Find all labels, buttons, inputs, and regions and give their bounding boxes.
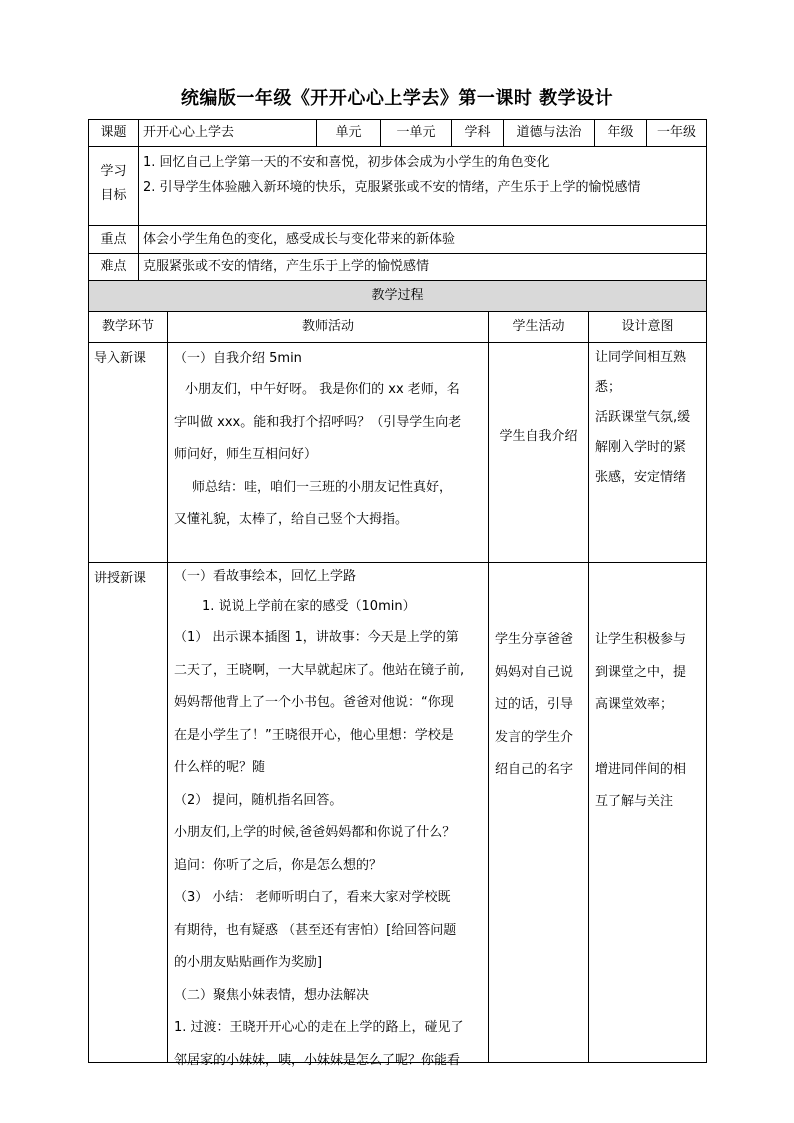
student-line: 学生分享爸爸 bbox=[495, 632, 574, 647]
goals-label-line2: 目标 bbox=[100, 188, 127, 203]
stage-intro: 导入新课 bbox=[94, 351, 147, 366]
teacher-line: 的小朋友贴贴画作为奖励] bbox=[174, 955, 323, 970]
teacher-line: 小朋友们,上学的时候,爸爸妈妈都和你说了什么？ bbox=[174, 825, 456, 840]
intent-line: 让学生积极参与 bbox=[595, 632, 687, 647]
student-line: 绍自己的名字 bbox=[495, 762, 574, 777]
difficulty-value: 克服紧张或不安的情绪，产生乐于上学的愉悦感情 bbox=[143, 259, 430, 274]
intent-line: 活跃课堂气氛,缓 bbox=[595, 410, 691, 425]
teacher-line: 什么样的呢？随 bbox=[174, 760, 266, 775]
teacher-line: （二）聚焦小妹表情，想办法解决 bbox=[174, 987, 370, 1003]
teacher-line: （3） 小结： 老师听明白了，看来大家对学校既 bbox=[174, 890, 451, 905]
unit-label: 单元 bbox=[335, 125, 362, 140]
column-header-teacher: 教师活动 bbox=[301, 319, 354, 334]
grade-label: 年级 bbox=[607, 125, 634, 140]
teacher-line: 又懂礼貌，太棒了，给自己竖个大拇指。 bbox=[174, 512, 409, 527]
intent-line: 到课堂之中，提 bbox=[595, 664, 687, 680]
intent-line: 张感，安定情绪 bbox=[595, 470, 687, 485]
subject-value: 道德与法治 bbox=[516, 125, 582, 140]
teacher-line: 追问：你听了之后，你是怎么想的？ bbox=[174, 857, 383, 873]
student-line: 过的话，引导 bbox=[495, 697, 574, 712]
unit-value: 一单元 bbox=[396, 125, 436, 140]
student-activity-intro: 学生自我介绍 bbox=[499, 429, 578, 444]
teacher-line: 师总结：哇，咱们一三班的小朋友记性真好， bbox=[192, 479, 453, 495]
teacher-activity-new-lesson bbox=[174, 562, 486, 1077]
teacher-line: 师问好，师生互相问好） bbox=[174, 447, 318, 462]
teacher-line: （一）自我介绍 5min bbox=[174, 351, 302, 366]
course-label: 课题 bbox=[100, 125, 127, 140]
teacher-line: 1. 过渡：王晓开开心心的走在上学的路上，碰见了 bbox=[174, 1020, 464, 1035]
student-line: 妈妈对自己说 bbox=[495, 664, 574, 680]
process-header: 教学过程 bbox=[371, 288, 424, 303]
teacher-line: 小朋友们，中午好呀。 我是你们的 xx 老师，名 bbox=[185, 382, 460, 397]
student-activity-new-lesson bbox=[495, 624, 587, 787]
document-title: 统编版一年级《开开心心上学去》第一课时 教学设计 bbox=[180, 88, 614, 109]
teacher-line: （2） 提问，随机指名回答。 bbox=[174, 792, 343, 808]
key-point-value: 体会小学生角色的变化，感受成长与变化带来的新体验 bbox=[143, 231, 456, 247]
teacher-line: 1. 说说上学前在家的感受（10min） bbox=[202, 599, 416, 614]
goals-label bbox=[89, 160, 138, 214]
teacher-line: 在是小学生了！”王晓很开心，他心里想：学校是 bbox=[174, 727, 454, 743]
column-header-stage: 教学环节 bbox=[101, 319, 154, 334]
column-header-student: 学生活动 bbox=[512, 319, 565, 334]
design-intent-intro bbox=[595, 343, 705, 493]
subject-label: 学科 bbox=[464, 125, 491, 140]
intent-line: 解刚入学时的紧 bbox=[595, 440, 687, 455]
teacher-line: 妈妈帮他背上了一个小书包。爸爸对他说：“你现 bbox=[174, 695, 454, 710]
goals-content bbox=[143, 150, 703, 200]
goal-item: 2. 引导学生体验融入新环境的快乐，克服紧张或不安的情绪，产生乐于上学的愉悦感情 bbox=[143, 180, 641, 195]
column-header-intent: 设计意图 bbox=[621, 319, 674, 334]
teacher-activity-intro bbox=[174, 344, 486, 537]
design-intent-new-lesson bbox=[595, 624, 705, 819]
intent-line: 增进同伴间的相 bbox=[595, 761, 687, 777]
teacher-line: 字叫做 xxx。能和我打个招呼吗？（引导学生向老 bbox=[174, 414, 462, 430]
teacher-line: 有期待，也有疑惑 （甚至还有害怕）[给回答问题 bbox=[174, 922, 457, 938]
student-line: 发言的学生介 bbox=[495, 729, 574, 745]
teacher-line: 邻居家的小妹妹，咦，小妹妹是怎么了呢？你能看 bbox=[174, 1052, 461, 1068]
intent-line: 让同学间相互熟 bbox=[595, 350, 687, 365]
goal-item: 1. 回忆自己上学第一天的不安和喜悦，初步体会成为小学生的角色变化 bbox=[143, 155, 550, 170]
intent-line: 高课堂效率； bbox=[595, 697, 674, 712]
intent-line bbox=[595, 722, 705, 754]
key-point-label: 重点 bbox=[100, 231, 127, 247]
teacher-line: （1） 出示课本插图 1，讲故事：今天是上学的第 bbox=[174, 630, 459, 645]
difficulty-label: 难点 bbox=[100, 259, 127, 274]
teacher-line: 二天了，王晓啊，一大早就起床了。他站在镜子前, bbox=[174, 662, 465, 678]
intent-line: 互了解与关注 bbox=[595, 794, 674, 809]
stage-new-lesson: 讲授新课 bbox=[94, 571, 147, 586]
grade-value: 一年级 bbox=[656, 125, 696, 140]
intent-line: 悉； bbox=[595, 380, 622, 395]
teacher-line: （一）看故事绘本，回忆上学路 bbox=[174, 569, 357, 584]
goals-label-line1: 学习 bbox=[100, 164, 127, 179]
course-value: 开开心心上学去 bbox=[143, 125, 235, 140]
